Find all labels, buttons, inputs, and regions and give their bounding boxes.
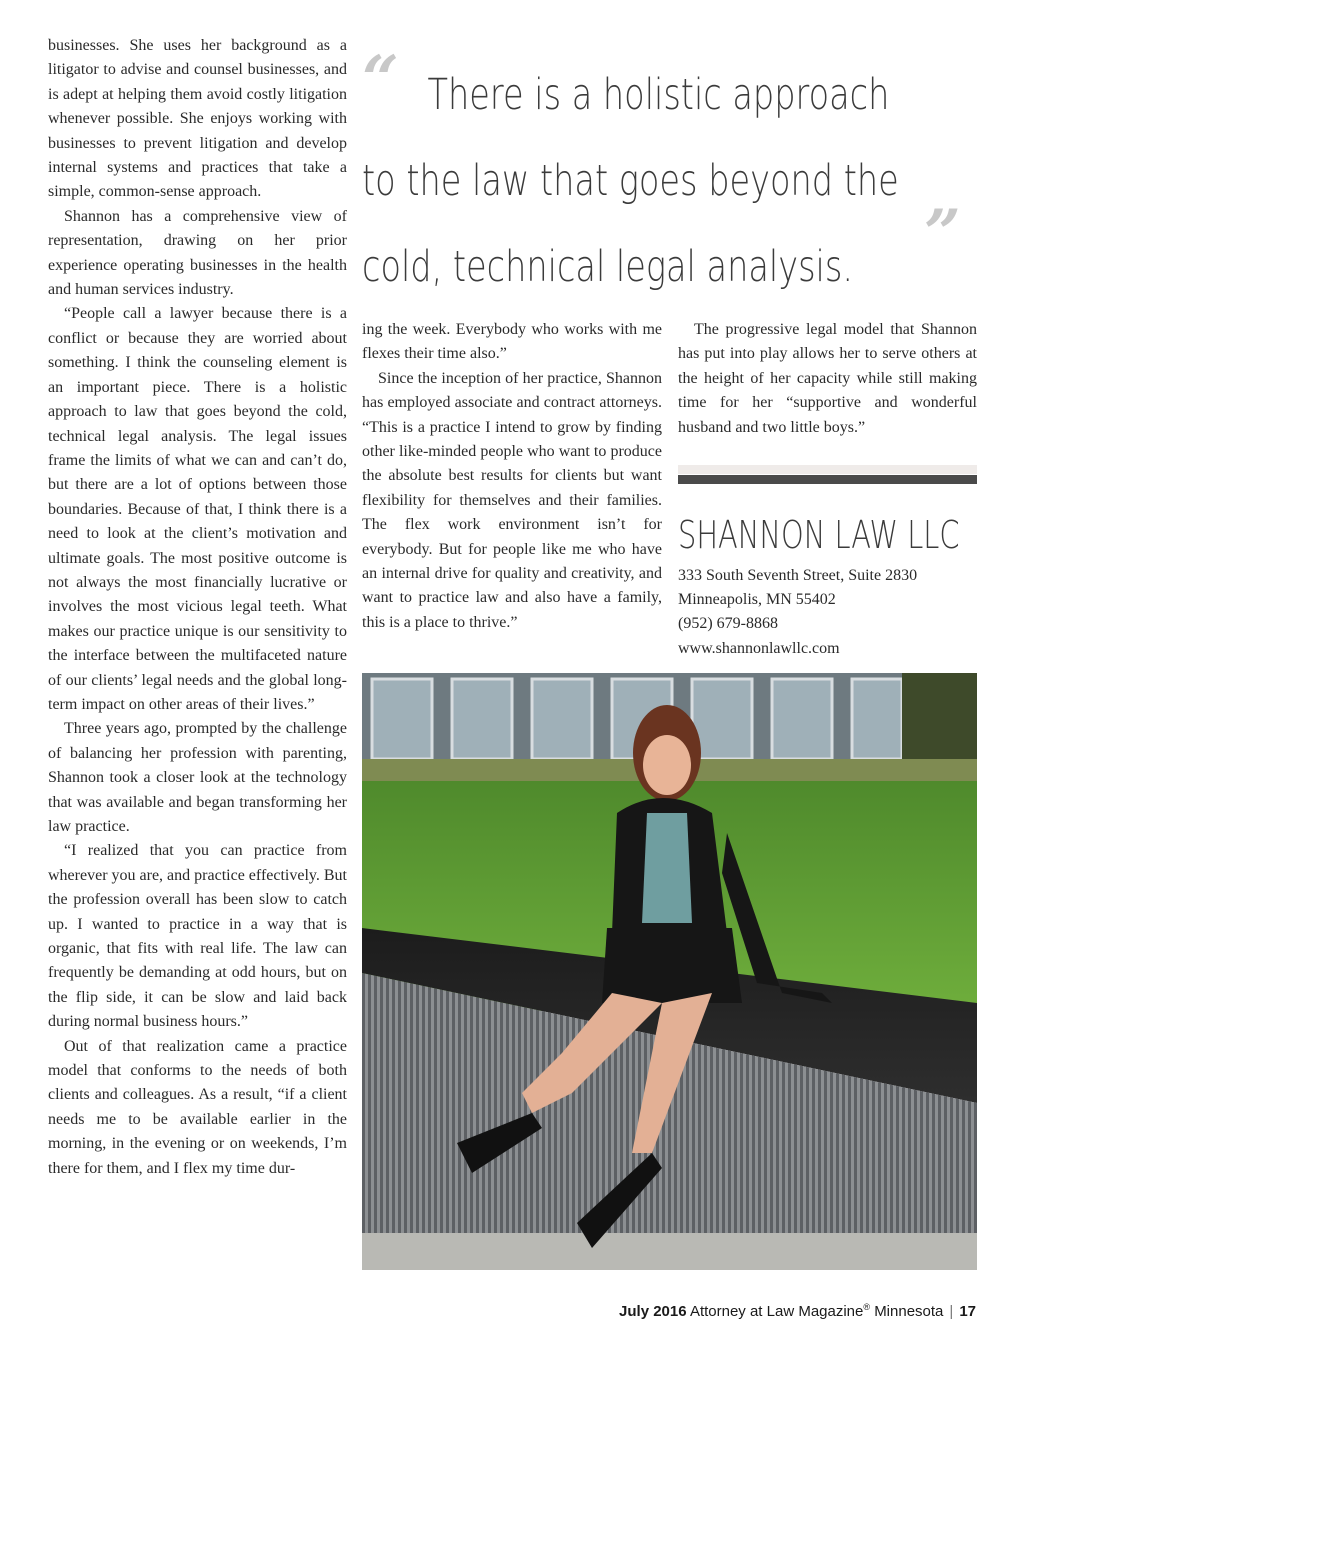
firm-name-heading: SHANNON LAW LLC (678, 513, 960, 557)
firm-website: www.shannonlawllc.com (678, 639, 840, 657)
divider-light (678, 465, 977, 474)
divider-dark (678, 475, 977, 484)
portrait-photo-illustration (362, 673, 977, 1270)
pull-quote-close-mark: ” (924, 196, 961, 271)
article-paragraph: Three years ago, prompted by the challenge of balancing her profession with parenting, Shannon took a closer look at the technology that was available and began transforming her law practice. (48, 720, 347, 835)
pull-quote-line: to the law that goes beyond the (362, 156, 899, 206)
firm-phone: (952) 679-8868 (678, 615, 778, 633)
page-footer (619, 1302, 976, 1320)
article-paragraph: Out of that realization came a practice model that conforms to the needs of both clients and colleagues. As a result, “if a client needs me to be available earlier in the morning, in the evening or on weekends, I’m there for them, and I flex my time dur- (48, 1037, 347, 1177)
article-column-middle (362, 318, 662, 635)
article-paragraph: businesses. She uses her background as a litigator to advise and counsel businesses, and is adept at helping them avoid costly litigation whenever possible. She enjoys working with businesses to prevent litigation and develop internal systems and practices that take a simple, common-sense approach. (48, 37, 347, 201)
footer-edition: Minnesota (874, 1303, 944, 1320)
pull-quote-line: cold, technical legal analysis. (362, 242, 853, 292)
article-paragraph: “I realized that you can practice from wherever you are, and practice effectively. But the profession overall has been slow to catch up. I wanted to practice in a way that is organic, that fits with real life. The law can frequently be demanding at odd hours, but on the flip side, it can be slow and laid back during normal business hours.” (48, 842, 347, 1031)
article-paragraph: Since the inception of her practice, Shannon has employed associate and contract attorneys. “This is a practice I intend to grow by finding other like-minded people who want to produce the absolute best results for clients but want flexibility for themselves and their families. The flex work environment isn’t for everybody. But for people like me who have an internal drive for quality and creativity, and want to practice law and also have a family, this is a place to thrive.” (362, 369, 662, 631)
article-paragraph: The progressive legal model that Shannon has put into play allows her to serve others at the height of her capacity while still making time for her “supportive and wonderful husband and two little boys.” (678, 321, 977, 436)
page-number: 17 (959, 1303, 976, 1320)
article-paragraph: Shannon has a comprehensive view of representation, drawing on her prior experience operating businesses in the health and human services industry. (48, 207, 347, 299)
pull-quote-open-mark: “ (362, 42, 399, 117)
footer-trademark: ® (863, 1302, 871, 1312)
pull-quote-line: There is a holistic approach (427, 70, 890, 120)
article-column-left (48, 34, 347, 1181)
photo-credit: Eclipse Productions (1299, 1413, 1318, 1562)
footer-separator: | (949, 1303, 954, 1320)
article-column-right (678, 318, 977, 440)
article-paragraph: “People call a lawyer because there is a conflict or because they are worried about something. I think the counseling element is an important piece. There is a holistic approach to law that goes beyond the cold, technical legal analysis. The legal issues frame the limits of what we can and can’t do, but there are a lot of options between those boundaries. Because of that, I think there is a need to look at the client’s motivation and ultimate goals. The most positive outcome is not always the most financially lucrative or involves the most vicious legal teeth. What makes our practice unique is our sensitivity to the interface between the multifaceted nature of our clients’ legal needs and the global long-term impact on other areas of their lives.” (48, 305, 347, 713)
firm-contact-block (678, 564, 978, 661)
pull-quote (362, 52, 899, 310)
footer-issue: July 2016 (619, 1303, 687, 1320)
footer-magazine: Attorney at Law Magazine (689, 1303, 864, 1320)
firm-address-line2: Minneapolis, MN 55402 (678, 591, 836, 609)
firm-address-line1: 333 South Seventh Street, Suite 2830 (678, 567, 918, 584)
article-paragraph: ing the week. Everybody who works with me flexes their time also.” (362, 321, 662, 363)
